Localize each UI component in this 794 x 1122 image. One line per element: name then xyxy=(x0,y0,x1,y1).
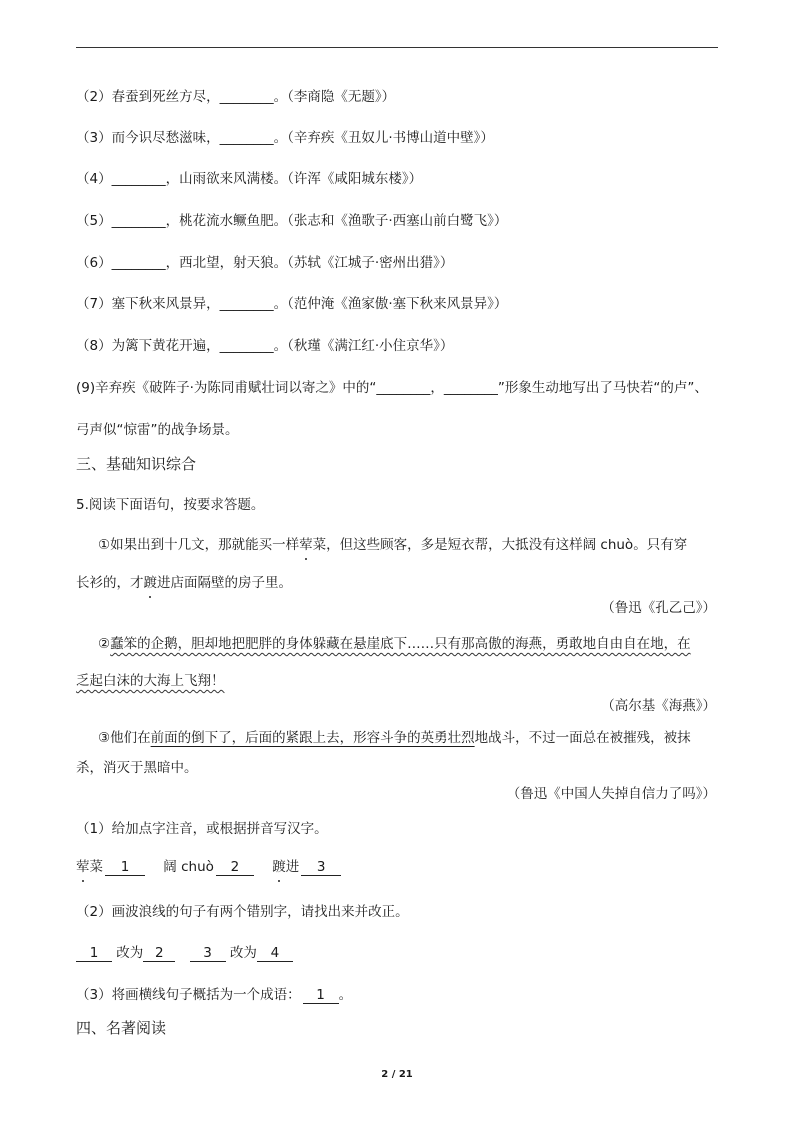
dotted-char: 荤 xyxy=(76,859,90,875)
answer-blank-idiom[interactable]: 1 xyxy=(303,987,339,1004)
dotted-char: 踱 xyxy=(143,575,157,591)
wavy-sentence-cont: 乏起白沫的大海上飞翔！ xyxy=(76,673,225,689)
poem-line-5: （5）________，桃花流水鳜鱼肥。（张志和《渔歌子·西塞山前白鹭飞》） xyxy=(76,213,508,229)
dotted-char: 荤 xyxy=(299,537,313,553)
correction-answers: 1 改为 2 3 改为 4 xyxy=(76,943,293,963)
underlined-sentence: 前面的倒下了，后面的紧跟上去，形容斗争的英勇壮烈 xyxy=(150,730,475,746)
section-3-heading: 三、基础知识综合 xyxy=(76,455,197,473)
answer-blank-1[interactable]: 1 xyxy=(105,859,145,876)
answer-blank-2[interactable]: 2 xyxy=(216,859,254,876)
poem-line-9: (9)辛弃疾《破阵子·为陈同甫赋壮词以寄之》中的“________，________”形象生动地写出了马快若“的卢”、 xyxy=(76,380,708,396)
passage-2-line-2 xyxy=(76,671,225,691)
answer-blank-4[interactable]: 4 xyxy=(257,945,293,962)
poem-line-9-cont: 弓声似“惊雷”的战争场景。 xyxy=(76,422,239,438)
passage-1-line-1: ①如果出到十几文，那就能买一样荤菜，但这些顾客，多是短衣帮，大抵没有这样阔 chuò。只有穿 xyxy=(98,537,688,553)
poem-line-6: （6）________，西北望，射天狼。（苏轼《江城子·密州出猎》） xyxy=(76,255,454,271)
pinyin-answers: 荤菜 1 阔 chuò 2 踱进 3 xyxy=(76,857,341,877)
answer-blank-1[interactable]: 1 xyxy=(76,945,112,962)
passage-2-source: （高尔基《海燕》） xyxy=(601,698,716,714)
passage-1-line-2: 长衫的，才踱进店面隔壁的房子里。 xyxy=(76,575,292,591)
answer-blank-3[interactable]: 3 xyxy=(190,945,226,962)
poem-line-8: （8）为篱下黄花开遍，________。（秋瑾《满江红·小住京华》） xyxy=(76,338,454,354)
section-4-heading: 四、名著阅读 xyxy=(76,1019,167,1037)
passage-1-source: （鲁迅《孔乙己》） xyxy=(601,600,716,616)
sub-question-3: （3）将画横线句子概括为一个成语： 1 。 xyxy=(76,987,353,1003)
passage-2-line-1: ②蠢笨的企鹅，胆却地把肥胖的身体躲藏在悬崖底下……只有那高傲的海燕，勇敢地自由自在地，在 xyxy=(98,636,691,652)
dotted-char: 踱 xyxy=(272,859,286,875)
poem-line-2: （2）春蚕到死丝方尽，________。（李商隐《无题》） xyxy=(76,89,396,105)
answer-blank-3[interactable]: 3 xyxy=(301,859,341,876)
answer-blank-2[interactable]: 2 xyxy=(143,945,175,962)
passage-3-line-2: 杀，消灭于黑暗中。 xyxy=(76,760,198,776)
poem-line-3: （3）而今识尽愁滋味，________。（辛弃疾《丑奴儿·书博山道中壁》） xyxy=(76,130,494,146)
question-5-intro: 5.阅读下面语句，按要求答题。 xyxy=(76,497,265,513)
wavy-sentence: 蠢笨的企鹅，胆却地把肥胖的身体躲藏在悬崖底下……只有那高傲的海燕，勇敢地自由自在地，在 xyxy=(110,636,691,652)
page-number: 2 / 21 xyxy=(381,1069,413,1080)
passage-3-source: （鲁迅《中国人失掉自信力了吗》） xyxy=(506,786,716,802)
sub-question-2: （2）画波浪线的句子有两个错别字，请找出来并改正。 xyxy=(76,904,409,920)
sub-question-1: （1）给加点字注音，或根据拼音写汉字。 xyxy=(76,821,328,837)
poem-line-4: （4）________，山雨欲来风满楼。（许浑《咸阳城东楼》） xyxy=(76,171,423,187)
poem-line-7: （7）塞下秋来风景异，________。（范仲淹《渔家傲·塞下秋来风景异》） xyxy=(76,296,508,312)
passage-3-line-1: ③他们在前面的倒下了，后面的紧跟上去，形容斗争的英勇壮烈地战斗，不过一面总在被摧残，被抹 xyxy=(98,730,691,746)
header-rule xyxy=(76,47,718,48)
